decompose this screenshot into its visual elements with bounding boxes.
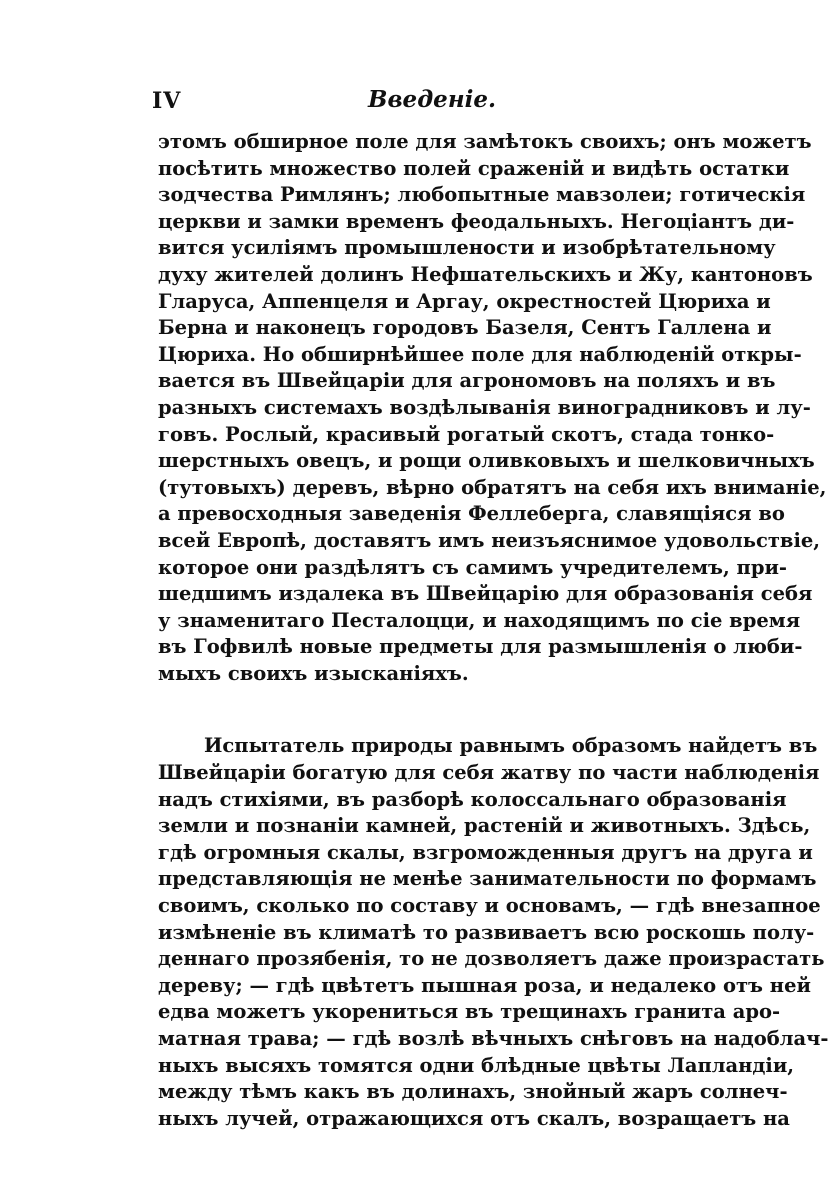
text-line: матная трава; — гдѣ возлѣ вѣчныхъ снѣговъ на надоблач-	[158, 1027, 829, 1050]
text-line: зодчества Римлянъ; любопытные мавзолеи; готическія	[158, 183, 806, 207]
text-line: деннаго прозябенія, то не дозволяетъ даже произрастать	[158, 947, 825, 971]
page-header	[152, 86, 712, 126]
text-line: Берна и наконецъ городовъ Базеля, Сентъ Галлена и	[158, 316, 772, 340]
text-line: шерстныхъ овецъ, и рощи оливковыхъ и шелковичныхъ	[158, 449, 815, 473]
paragraph-gap	[158, 687, 710, 733]
text-line: едва можетъ укорениться въ трещинахъ гранита аро-	[158, 1000, 781, 1024]
text-line: Испытатель природы равнымъ образомъ найдетъ въ	[204, 734, 818, 758]
text-line: всей Европѣ, доставятъ имъ неизъяснимое удовольствіе,	[158, 528, 821, 552]
body-text	[158, 129, 829, 1132]
paragraph	[158, 733, 829, 1132]
text-line: этомъ обширное поле для замѣтокъ своихъ; онъ можетъ	[158, 130, 812, 153]
text-line: шедшимъ издалека въ Швейцарію для образованія себя	[158, 582, 813, 606]
text-line: Гларуса, Аппенцеля и Аргау, окрестностей Цюриха и	[158, 289, 771, 313]
text-line: вается въ Швейцаріи для агрономовъ на поляхъ и въ	[158, 369, 776, 393]
text-line: мыхъ своихъ изысканіяхъ.	[158, 661, 469, 685]
text-line: надъ стихіями, въ разборѣ колоссальнаго образованія	[158, 787, 787, 811]
text-line: которое они раздѣлятъ съ самимъ учредителемъ, при-	[158, 555, 788, 579]
text-line: представляющія не менѣе занимательности по формамъ	[158, 867, 817, 891]
paragraph	[158, 129, 827, 687]
text-line: въ Гофвилѣ новые предметы для размышленія о люби-	[158, 635, 803, 659]
text-line: земли и познаніи камней, растеній и животныхъ. Здѣсь,	[158, 814, 811, 838]
text-line: (тутовыхъ) деревъ, вѣрно обратятъ на себя ихъ вниманіе,	[158, 475, 827, 499]
text-line: своимъ, сколько по составу и основамъ, — гдѣ внезапное	[158, 894, 821, 918]
text-line: ныхъ высяхъ томятся одни блѣдные цвѣты Лапландіи,	[158, 1053, 795, 1077]
text-line: а превосходныя заведенія Феллеберга, славящіяся во	[158, 502, 785, 526]
text-line: посѣтить множество полей сраженій и видѣть остатки	[158, 156, 790, 180]
text-line: церкви и замки временъ феодальныхъ. Негоціантъ ди-	[158, 209, 795, 233]
text-line: дереву; — гдѣ цвѣтетъ пышная роза, и недалеко отъ ней	[158, 973, 811, 997]
page-number: IV	[152, 88, 182, 114]
text-line: вится усиліямъ промышлености и изобрѣтательному	[158, 236, 776, 260]
text-line: измѣненіе въ климатѣ то развиваетъ всю роскошь полу-	[158, 920, 815, 944]
text-line: между тѣмъ какъ въ долинахъ, знойный жаръ солнеч-	[158, 1080, 788, 1104]
text-line: разныхъ системахъ воздѣлыванія виноградниковъ и лу-	[158, 395, 811, 419]
text-line: духу жителей долинъ Нефшательскихъ и Жу, кантоновъ	[158, 262, 813, 286]
text-line: ныхъ лучей, отражающихся отъ скалъ, возращаетъ на	[158, 1106, 790, 1130]
text-line: у знаменитаго Песталоцци, и находящимъ по сіе время	[158, 608, 801, 632]
running-title: Введеніе.	[368, 86, 496, 113]
text-line: говъ. Рослый, красивый рогатый скотъ, стада тонко-	[158, 422, 775, 446]
text-line: Цюриха. Но обширнѣйшее поле для наблюденій откры-	[158, 342, 802, 366]
text-line: Швейцаріи богатую для себя жатву по части наблюденія	[158, 761, 820, 785]
text-line: гдѣ огромныя скалы, взгроможденныя другъ на друга и	[158, 840, 813, 864]
